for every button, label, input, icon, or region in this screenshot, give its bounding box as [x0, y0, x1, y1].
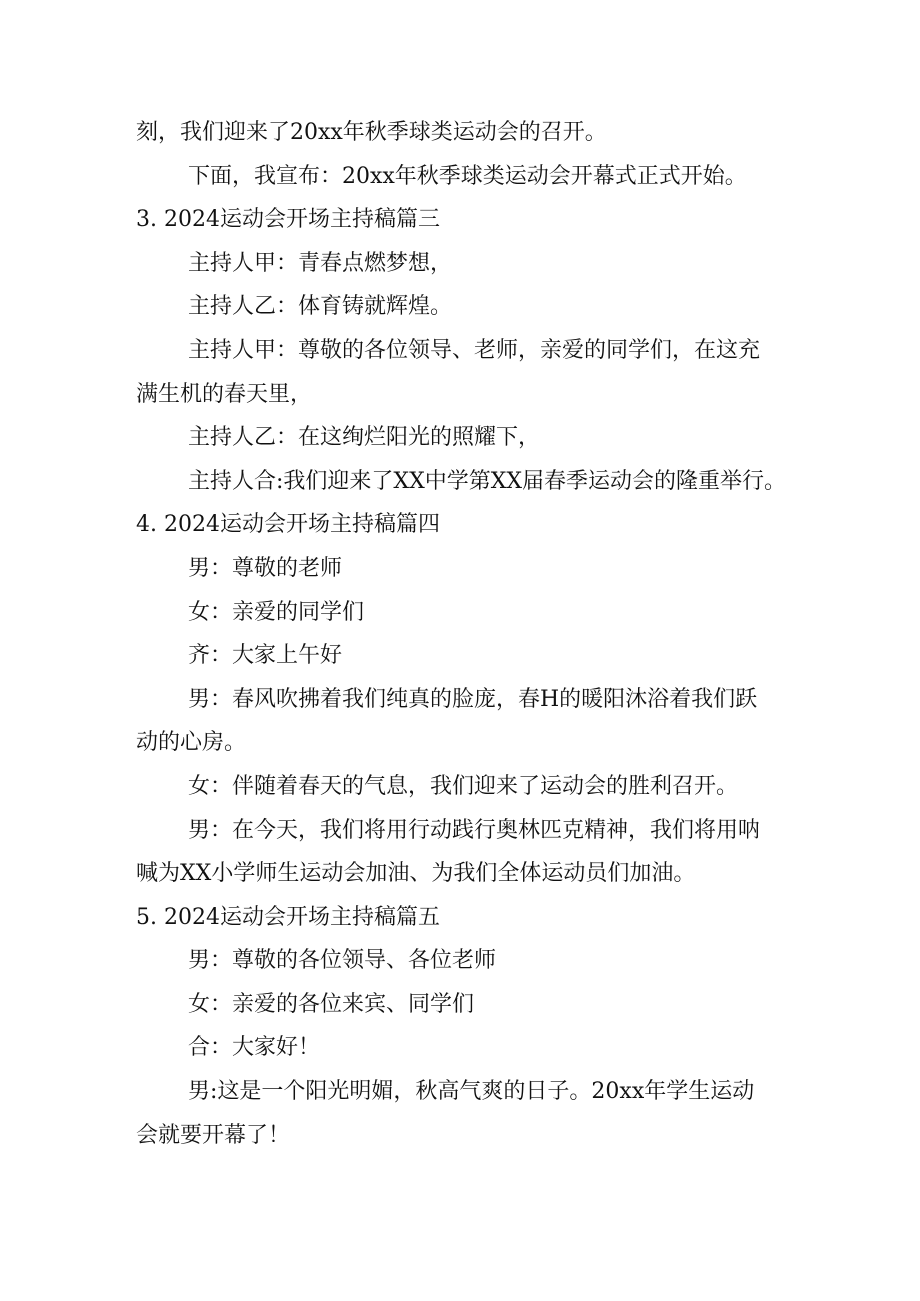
text-line: 齐：大家上午好	[188, 643, 343, 669]
text-line: 主持人乙：体育铸就辉煌。	[188, 294, 453, 320]
text-line: 女：伴随着春天的气息，我们迎来了运动会的胜利召开。	[188, 773, 739, 799]
text-line: 女：亲爱的各位来宾、同学们	[188, 991, 475, 1017]
text-line: 男：尊敬的老师	[188, 555, 343, 581]
text-line: 男：尊敬的各位领导、各位老师	[188, 948, 497, 974]
document-body	[136, 111, 788, 1157]
text-line: 主持人乙：在这绚烂阳光的照耀下，	[188, 425, 541, 451]
text-line: 下面，我宣布：20xx年秋季球类运动会开幕式正式开始。	[188, 163, 747, 189]
text-line: 男:这是一个阳光明媚，秋高气爽的日子。20xx年学生运动	[188, 1079, 755, 1105]
text-line: 满生机的春天里，	[136, 381, 313, 407]
text-line: 喊为XX小学师生运动会加油、为我们全体运动员们加油。	[136, 861, 696, 887]
text-line: 刻，我们迎来了20xx年秋季球类运动会的召开。	[136, 120, 607, 145]
text-line: 合：大家好！	[188, 1035, 321, 1061]
text-line: 动的心房。	[136, 730, 247, 756]
section-heading: 5. 2024运动会开场主持稿篇五	[136, 904, 440, 930]
text-line: 会就要开幕了！	[136, 1122, 291, 1148]
text-line: 男：在今天，我们将用行动践行奥林匹克精神，我们将用呐	[188, 817, 761, 843]
text-line: 男：春风吹拂着我们纯真的脸庞，春H的暖阳沐浴着我们跃	[188, 686, 758, 712]
text-line: 主持人甲：青春点燃梦想，	[188, 250, 453, 276]
text-line: 主持人合:我们迎来了XX中学第XX届春季运动会的隆重举行。	[188, 468, 787, 494]
section-heading: 3. 2024运动会开场主持稿篇三	[136, 207, 440, 233]
text-line: 女：亲爱的同学们	[188, 599, 365, 625]
text-line: 主持人甲：尊敬的各位领导、老师，亲爱的同学们，在这充	[188, 337, 761, 363]
section-heading: 4. 2024运动会开场主持稿篇四	[136, 512, 440, 538]
